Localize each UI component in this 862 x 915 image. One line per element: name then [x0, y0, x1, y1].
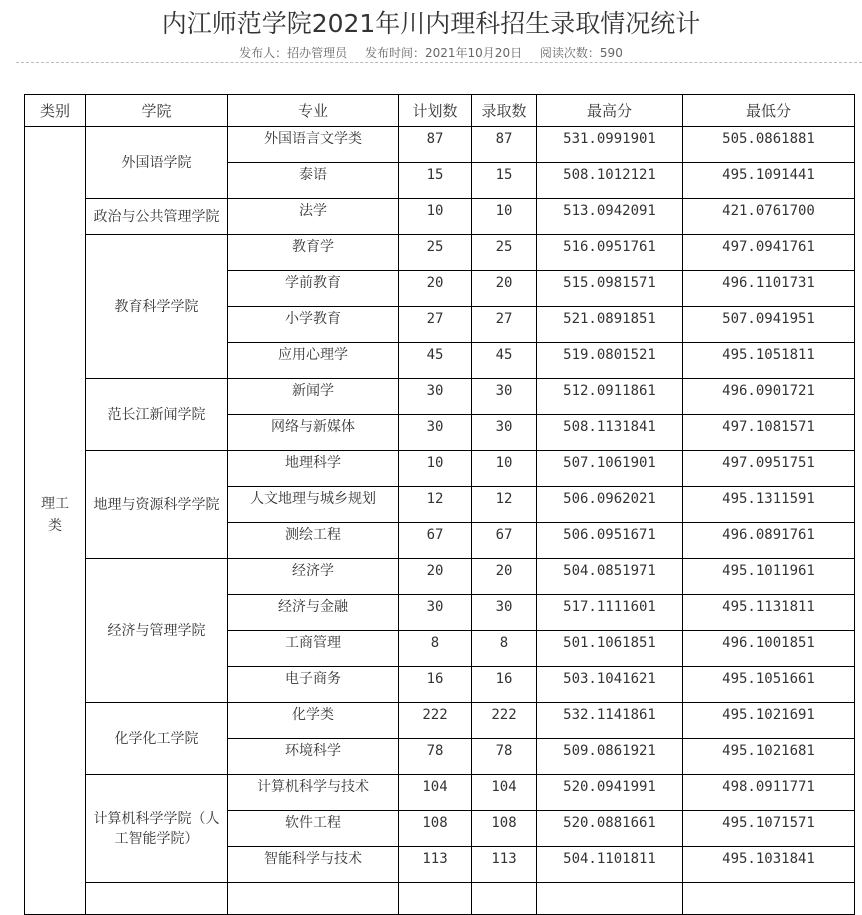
max-score-cell: 504.0851971: [537, 559, 683, 595]
major-cell: 人文地理与城乡规划: [228, 487, 399, 523]
table-row: [25, 199, 855, 235]
max-score-cell: 504.1101811: [537, 847, 683, 883]
min-score-cell: 495.1021681: [683, 739, 855, 775]
major-cell: 应用心理学: [228, 343, 399, 379]
empty-cell: [472, 883, 537, 915]
college-name: 范长江新闻学院: [107, 406, 206, 423]
college-cell: [86, 379, 228, 451]
plan-cell: 8: [399, 631, 472, 667]
max-score-cell: 519.0801521: [537, 343, 683, 379]
min-score-cell: 421.0761700: [683, 199, 855, 235]
column-header-plan: 计划数: [399, 95, 472, 127]
plan-cell: 108: [399, 811, 472, 847]
college-name: 外国语学院: [121, 154, 192, 171]
table-row: [25, 379, 855, 415]
major-cell: 电子商务: [228, 667, 399, 703]
major-cell: 经济与金融: [228, 595, 399, 631]
max-score-cell: 513.0942091: [537, 199, 683, 235]
college-name: 地理与资源科学学院: [93, 496, 220, 513]
max-score-cell: 531.0991901: [537, 127, 683, 163]
empty-cell: [537, 883, 683, 915]
min-score-cell: 497.0941761: [683, 235, 855, 271]
plan-cell: 113: [399, 847, 472, 883]
max-score-cell: 509.0861921: [537, 739, 683, 775]
max-score-cell: 515.0981571: [537, 271, 683, 307]
admitted-cell: 25: [472, 235, 537, 271]
admitted-cell: 222: [472, 703, 537, 739]
empty-cell: [399, 883, 472, 915]
min-score-cell: 496.0901721: [683, 379, 855, 415]
college-name: 化学化工学院: [114, 730, 199, 747]
max-score-cell: 503.1041621: [537, 667, 683, 703]
plan-cell: 20: [399, 559, 472, 595]
article-meta: [0, 44, 862, 61]
min-score-cell: 495.1091441: [683, 163, 855, 199]
admitted-cell: 30: [472, 595, 537, 631]
plan-cell: 16: [399, 667, 472, 703]
max-score-cell: 520.0941991: [537, 775, 683, 811]
major-cell: 网络与新媒体: [228, 415, 399, 451]
min-score-cell: 496.1101731: [683, 271, 855, 307]
major-cell: 学前教育: [228, 271, 399, 307]
max-score-cell: 516.0951761: [537, 235, 683, 271]
min-score-cell: 496.0891761: [683, 523, 855, 559]
major-cell: 小学教育: [228, 307, 399, 343]
min-score-cell: 495.1051811: [683, 343, 855, 379]
table-row: [25, 127, 855, 163]
table-header-row: [25, 95, 855, 127]
college-cell: [86, 199, 228, 235]
table-row: [25, 559, 855, 595]
admission-table: [24, 94, 855, 915]
plan-cell: 30: [399, 595, 472, 631]
publish-time: 发布时间：2021年10月20日: [365, 46, 523, 60]
max-score-cell: 517.1111601: [537, 595, 683, 631]
plan-cell: 67: [399, 523, 472, 559]
plan-cell: 15: [399, 163, 472, 199]
column-header-category: 类别: [25, 95, 86, 127]
plan-cell: 222: [399, 703, 472, 739]
empty-cell: [86, 883, 228, 915]
max-score-cell: 532.1141861: [537, 703, 683, 739]
college-name: 教育科学学院: [114, 298, 199, 315]
major-cell: 地理科学: [228, 451, 399, 487]
table-row: [25, 703, 855, 739]
read-count: 阅读次数：590: [539, 46, 623, 60]
max-score-cell: 501.1061851: [537, 631, 683, 667]
admitted-cell: 113: [472, 847, 537, 883]
plan-cell: 78: [399, 739, 472, 775]
admitted-cell: 12: [472, 487, 537, 523]
empty-cell: [683, 883, 855, 915]
major-cell: 新闻学: [228, 379, 399, 415]
plan-cell: 27: [399, 307, 472, 343]
min-score-cell: 495.1131811: [683, 595, 855, 631]
major-cell: 软件工程: [228, 811, 399, 847]
min-score-cell: 498.0911771: [683, 775, 855, 811]
major-cell: 测绘工程: [228, 523, 399, 559]
major-cell: 经济学: [228, 559, 399, 595]
plan-cell: 45: [399, 343, 472, 379]
plan-cell: 30: [399, 379, 472, 415]
min-score-cell: 505.0861881: [683, 127, 855, 163]
major-cell: 泰语: [228, 163, 399, 199]
min-score-cell: 497.1081571: [683, 415, 855, 451]
max-score-cell: 512.0911861: [537, 379, 683, 415]
max-score-cell: 506.0962021: [537, 487, 683, 523]
plan-cell: 10: [399, 451, 472, 487]
publisher: 发布人：招办管理员: [239, 46, 348, 60]
table-row: [25, 451, 855, 487]
page-title: 内江师范学院2021年川内理科招生录取情况统计: [161, 9, 701, 38]
min-score-cell: 495.1021691: [683, 703, 855, 739]
major-cell: 环境科学: [228, 739, 399, 775]
college-name: 经济与管理学院: [107, 622, 206, 639]
category-label: 理工类: [41, 495, 69, 534]
table-body: [25, 95, 855, 915]
table-row: [25, 235, 855, 271]
min-score-cell: 495.1031841: [683, 847, 855, 883]
max-score-cell: 506.0951671: [537, 523, 683, 559]
admitted-cell: 20: [472, 559, 537, 595]
college-cell: [86, 775, 228, 883]
column-header-min-score: 最低分: [683, 95, 855, 127]
admitted-cell: 10: [472, 451, 537, 487]
major-cell: 工商管理: [228, 631, 399, 667]
college-name: 计算机科学学院（人工智能学院）: [93, 810, 220, 847]
admitted-cell: 104: [472, 775, 537, 811]
table-row: [25, 775, 855, 811]
plan-cell: 12: [399, 487, 472, 523]
divider: [16, 62, 862, 63]
admitted-cell: 10: [472, 199, 537, 235]
plan-cell: 104: [399, 775, 472, 811]
plan-cell: 30: [399, 415, 472, 451]
plan-cell: 87: [399, 127, 472, 163]
plan-cell: 20: [399, 271, 472, 307]
college-cell: [86, 127, 228, 199]
column-header-admitted: 录取数: [472, 95, 537, 127]
min-score-cell: 495.1311591: [683, 487, 855, 523]
college-cell: [86, 235, 228, 379]
column-header-max-score: 最高分: [537, 95, 683, 127]
min-score-cell: 495.1051661: [683, 667, 855, 703]
max-score-cell: 508.1012121: [537, 163, 683, 199]
major-cell: 教育学: [228, 235, 399, 271]
admitted-cell: 20: [472, 271, 537, 307]
college-cell: [86, 703, 228, 775]
admitted-cell: 78: [472, 739, 537, 775]
admitted-cell: 30: [472, 415, 537, 451]
max-score-cell: 508.1131841: [537, 415, 683, 451]
min-score-cell: 495.1071571: [683, 811, 855, 847]
college-name: 政治与公共管理学院: [93, 208, 220, 225]
min-score-cell: 495.1011961: [683, 559, 855, 595]
max-score-cell: 507.1061901: [537, 451, 683, 487]
admitted-cell: 27: [472, 307, 537, 343]
min-score-cell: 507.0941951: [683, 307, 855, 343]
min-score-cell: 497.0951751: [683, 451, 855, 487]
admitted-cell: 87: [472, 127, 537, 163]
column-header-college: 学院: [86, 95, 228, 127]
max-score-cell: 520.0881661: [537, 811, 683, 847]
college-cell: [86, 559, 228, 703]
admitted-cell: 67: [472, 523, 537, 559]
major-cell: 智能科学与技术: [228, 847, 399, 883]
major-cell: 化学类: [228, 703, 399, 739]
max-score-cell: 521.0891851: [537, 307, 683, 343]
table-row-partial: [25, 883, 855, 915]
plan-cell: 10: [399, 199, 472, 235]
major-cell: 法学: [228, 199, 399, 235]
major-cell: 外国语言文学类: [228, 127, 399, 163]
column-header-major: 专业: [228, 95, 399, 127]
college-cell: [86, 451, 228, 559]
admitted-cell: 8: [472, 631, 537, 667]
major-cell: 计算机科学与技术: [228, 775, 399, 811]
admitted-cell: 16: [472, 667, 537, 703]
category-cell: [25, 127, 86, 915]
admitted-cell: 108: [472, 811, 537, 847]
plan-cell: 25: [399, 235, 472, 271]
min-score-cell: 496.1001851: [683, 631, 855, 667]
admitted-cell: 45: [472, 343, 537, 379]
empty-cell: [228, 883, 399, 915]
admitted-cell: 15: [472, 163, 537, 199]
admitted-cell: 30: [472, 379, 537, 415]
